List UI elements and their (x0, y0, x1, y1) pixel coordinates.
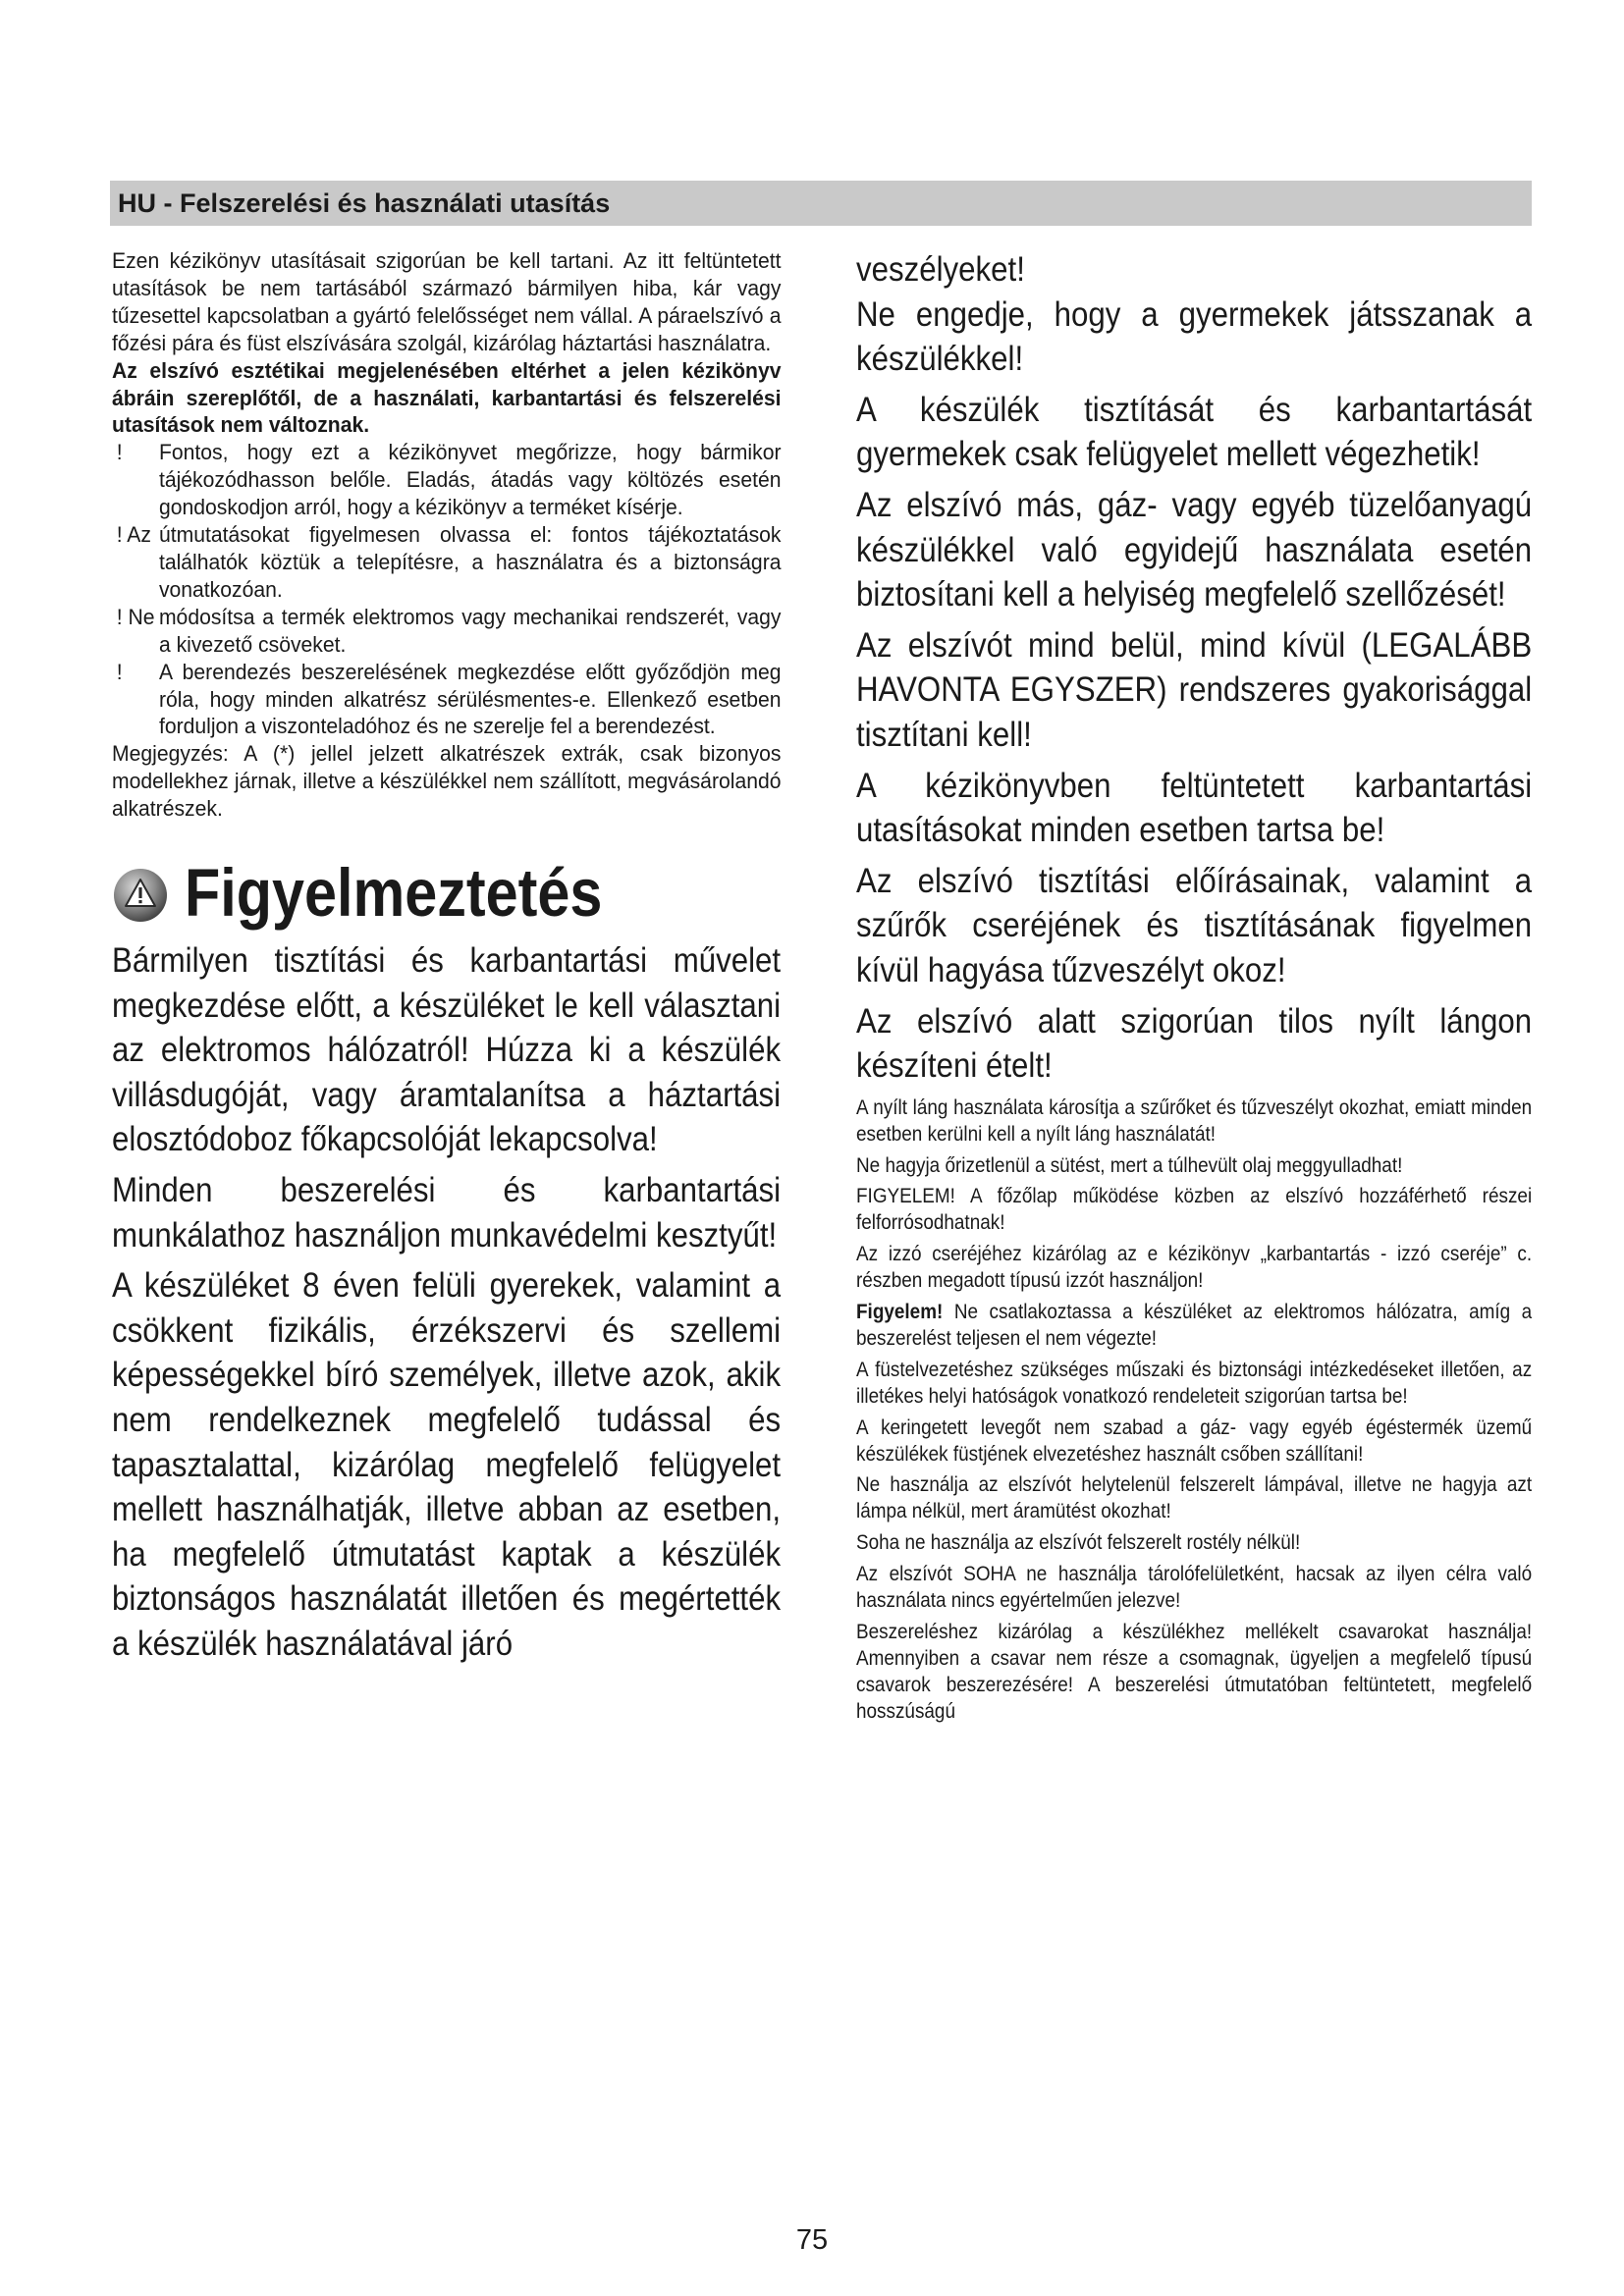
bullet-mark: ! (116, 659, 123, 684)
note-paragraph: Megjegyzés: A (*) jellel jelzett alkatrészek extrák, csak bizonyos modellekhez járnak, illetve a készülékkel nem szállított, megvásárolandó alkatrészek. (112, 741, 782, 822)
note-item: FIGYELEM! A főzőlap működése közben az elszívó hozzáférhető részei felforrósodhatnak! (856, 1184, 1533, 1235)
list-item-text: Fontos, hogy ezt a kézikönyvet megőrizze, hogy bármikor tájékozódhasson belőle. Eladás, átadás vagy költözés esetén gondoskodjon arról, hogy a kézikönyv a terméket kísérje. (158, 440, 782, 520)
list-item (112, 521, 782, 604)
list-item (112, 659, 782, 741)
warning-icon (112, 867, 169, 924)
safety-text (856, 247, 1532, 1089)
note-item: Az elszívót SOHA ne használja tárolófelületként, hacsak az ilyen célra való használata nincs egyértelműen jelezve! (856, 1562, 1533, 1613)
right-column (856, 247, 1532, 1730)
note-item: Az izzó cseréjéhez kizárólag az e kézikönyv „karbantartás - izzó cseréje” c. részben megadott típusú izzót használjon! (856, 1242, 1533, 1293)
list-item-text: A berendezés beszerelésének megkezdése előtt győződjön meg róla, hogy minden alkatrész sérülésmentes-e. Ellenkező esetben forduljon a viszonteladóhoz és ne szerelje fel a berendezést. (158, 659, 782, 739)
note-item: Beszereléshez kizárólag a készülékhez mellékelt csavarokat használja! Amennyiben a csavar nem része a csomagnak, ügyeljen a megfelelő típusú csavarok beszerezésére! A beszerelési útmutatóban feltüntetett, megfelelő hosszúságú (856, 1620, 1533, 1723)
bullet-mark: ! Az (116, 522, 151, 548)
warning-paragraph: Minden beszerelési és karbantartási munkálathoz használjon munkavédelmi kesztyűt! (112, 1170, 782, 1255)
bullet-mark: ! (116, 440, 123, 465)
intro-paragraph: Ezen kézikönyv utasításait szigorúan be kell tartani. Az itt feltüntetett utasítások be nem tartásából származó bármilyen hiba, kár vagy tűzesettel kapcsolatban a gyártó felelősséget nem vállal. A páraelszívó a főzési pára és füst elszívására szolgál, kizárólag háztartási használatra. (112, 248, 782, 355)
safety-paragraph: Az elszívó alatt szigorúan tilos nyílt lángon készíteni ételt! (856, 1000, 1533, 1086)
safety-notes (856, 1095, 1532, 1725)
intro-block (112, 247, 782, 823)
warning-text (112, 938, 781, 1667)
safety-paragraph: A kézikönyvben feltüntetett karbantartási utasításokat minden esetben tartsa be! (856, 765, 1533, 850)
note-item: A keringetett levegőt nem szabad a gáz- vagy egyéb égéstermék üzemű készülékek füstjének elvezetéshez használt csőben szállítani! (856, 1415, 1533, 1466)
note-item: Soha ne használja az elszívót felszerelt rostély nélkül! (856, 1530, 1301, 1555)
warning-paragraph: Bármilyen tisztítási és karbantartási művelet megkezdése előtt, a készüléket le kell választani az elektromos hálózatról! Húzza ki a készülék villásdugóját, vagy áramtalanítsa a háztartási elosztódoboz főkapcsolóját lekapcsolva! (112, 940, 782, 1159)
intro-bold-paragraph: Az elszívó esztétikai megjelenésében eltérhet a jelen kézikönyv ábráin szereplőtől, de a használati, karbantartási és felszerelési utasítások nem változnak. (112, 357, 782, 438)
warning-title: Figyelmeztetés (185, 855, 603, 932)
safety-paragraph: Az elszívót mind belül, mind kívül (LEGALÁBB HAVONTA EGYSZER) rendszeres gyakorisággal tisztítani kell! (856, 624, 1533, 754)
section-header (110, 181, 1532, 226)
note-item: A nyílt láng használata károsítja a szűrőket és tűzveszélyt okozhat, emiatt minden esetben kerülni kell a nyílt láng használatát! (856, 1095, 1533, 1146)
safety-paragraph: Az elszívó tisztítási előírásainak, valamint a szűrők cseréjének és tisztításának figyelmen kívül hagyása tűzveszélyt okoz! (856, 860, 1533, 989)
list-item (112, 604, 782, 659)
list-item-text: módosítsa a termék elektromos vagy mechanikai rendszerét, vagy a kivezető csöveket. (158, 604, 782, 657)
note-item: Ne használja az elszívót helytelenül felszerelt lámpával, illetve ne hagyja azt lámpa nélkül, mert áramütést okozhat! (856, 1472, 1533, 1523)
left-column (112, 247, 781, 1673)
safety-paragraph: A készülék tisztítását és karbantartását gyermekek csak felügyelet mellett végezhetik! (856, 389, 1533, 474)
safety-paragraph: Az elszívó más, gáz- vagy egyéb tüzelőanyagú készülékkel való egyidejű használata esetén biztosítani kell a helyiség megfelelő szellőzését! (856, 484, 1533, 614)
bullet-mark: ! Ne (116, 604, 155, 629)
list-item (112, 439, 782, 521)
note-item: Figyelem! Ne csatlakoztassa a készüléket az elektromos hálózatra, amíg a beszerelést teljesen el nem végezte! (856, 1300, 1533, 1350)
safety-paragraph: veszélyeket! (856, 249, 1025, 289)
page-number: 75 (795, 2224, 829, 2256)
section-title: HU - Felszerelési és használati utasítás (118, 188, 611, 218)
list-item-text: útmutatásokat figyelmesen olvassa el: fontos tájékoztatások találhatók köztük a telepítésre, a használatra és a biztonságra vonatkozóan. (158, 522, 782, 602)
warning-paragraph: A készüléket 8 éven felüli gyerekek, valamint a csökkent fizikális, érzékszervi és szellemi képességekkel bíró személyek, illetve azok, akik nem rendelkeznek megfelelő tudással és tapasztalattal, kizárólag megfelelő felügyelet mellett használhatják, illetve abban az esetben, ha megfelelő útmutatást kaptak a készülék biztonságos használatát illetően és megértették a készülék használatával járó (112, 1265, 782, 1663)
important-list (112, 439, 782, 740)
bold-lead: Figyelem! (856, 1300, 944, 1324)
safety-paragraph: Ne engedje, hogy a gyermekek játsszanak a készülékkel! (856, 294, 1533, 379)
note-item: Ne hagyja őrizetlenül a sütést, mert a túlhevült olaj meggyulladhat! (856, 1152, 1403, 1177)
note-item: A füstelvezetéshez szükséges műszaki és biztonsági intézkedéseket illetően, az illetékes helyi hatóságok vonatkozó rendeleteit szigorúan tartsa be! (856, 1357, 1533, 1408)
warning-heading (112, 854, 781, 933)
